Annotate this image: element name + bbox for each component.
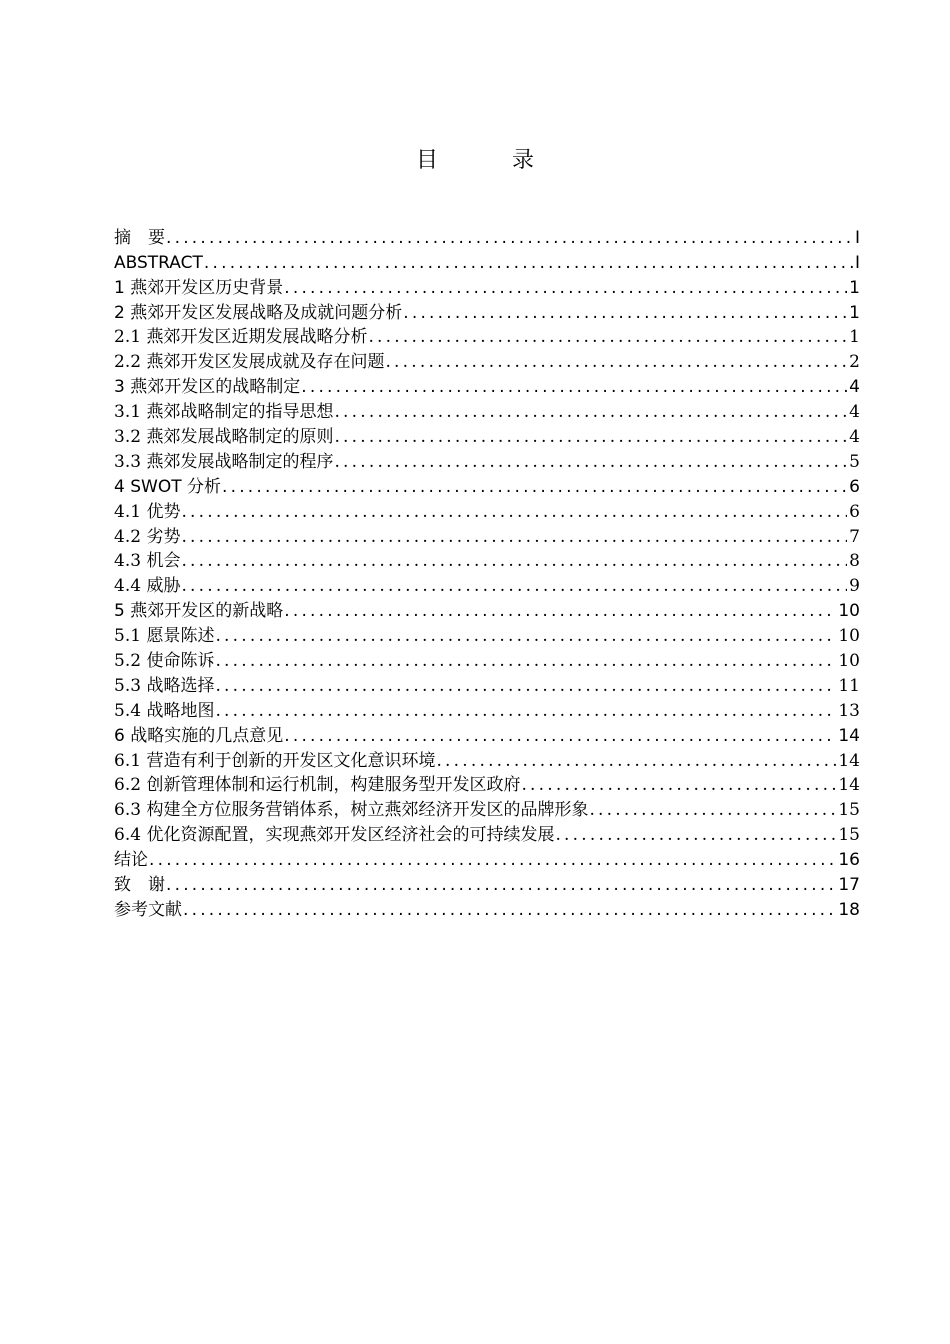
toc-entry[interactable]	[114, 896, 860, 921]
toc-entry[interactable]	[114, 498, 860, 523]
dot-leader	[333, 426, 847, 448]
toc-entry[interactable]	[114, 846, 860, 871]
toc-entry[interactable]	[114, 398, 860, 423]
toc-entry[interactable]	[114, 772, 860, 797]
toc-entry-label: 6.4 优化资源配置，实现燕郊开发区经济社会的可持续发展	[114, 825, 555, 846]
toc-entry-label: 3 燕郊开发区的战略制定	[114, 377, 301, 398]
toc-entry-page-number: 10	[838, 601, 860, 622]
dot-leader	[180, 550, 847, 572]
dot-leader	[165, 874, 836, 896]
dot-leader	[214, 700, 836, 722]
toc-entry-label: 5.4 战略地图	[114, 700, 215, 721]
toc-entry-page-number: 6	[849, 501, 860, 522]
toc-entry-label: 6 战略实施的几点意见	[114, 725, 284, 746]
toc-entry-label: 5.3 战略选择	[114, 675, 215, 696]
toc-entry-label: 2.1 燕郊开发区近期发展战略分析	[114, 327, 368, 348]
toc-entry-page-number: 10	[838, 651, 860, 672]
dot-leader	[554, 824, 836, 846]
dot-leader	[520, 774, 836, 796]
dot-leader	[402, 302, 847, 324]
toc-entry-page-number: 18	[838, 899, 860, 920]
toc-entry-label: 4.3 机会	[114, 551, 181, 572]
toc-entry[interactable]	[114, 548, 860, 573]
toc-entry-page-number: 15	[838, 825, 860, 846]
toc-entry-label: 3.2 燕郊发展战略制定的原则	[114, 427, 334, 448]
toc-entry-label: 5.1 愿景陈述	[114, 626, 215, 647]
dot-leader	[367, 326, 847, 348]
toc-entry-page-number: 14	[838, 775, 860, 796]
toc-entry[interactable]	[114, 871, 860, 896]
toc-entry[interactable]	[114, 224, 860, 249]
toc-entry-page-number: 17	[838, 875, 860, 896]
toc-entry[interactable]	[114, 324, 860, 349]
dot-leader	[180, 575, 847, 597]
toc-entry-label: 6.2 创新管理体制和运行机制，构建服务型开发区政府	[114, 775, 521, 796]
dot-leader	[283, 600, 836, 622]
toc-entry[interactable]	[114, 722, 860, 747]
dot-leader	[214, 625, 836, 647]
toc-entry-label: 2.2 燕郊开发区发展成就及存在问题	[114, 352, 385, 373]
toc-entry-label: 6.1 营造有利于创新的开发区文化意识环境	[114, 750, 436, 771]
toc-entry[interactable]	[114, 697, 860, 722]
toc-entry-page-number: 8	[849, 551, 860, 572]
toc-entry[interactable]	[114, 274, 860, 299]
dot-leader	[333, 401, 847, 423]
dot-leader	[435, 750, 836, 772]
dot-leader	[182, 899, 836, 921]
dot-leader	[214, 650, 836, 672]
dot-leader	[283, 277, 847, 299]
toc-entry[interactable]	[114, 373, 860, 398]
toc-entry[interactable]	[114, 448, 860, 473]
toc-entry-page-number: 6	[849, 476, 860, 497]
toc-entry[interactable]	[114, 423, 860, 448]
toc-entry-page-number: 2	[849, 352, 860, 373]
toc-entry[interactable]	[114, 672, 860, 697]
toc-entry-page-number: 10	[838, 626, 860, 647]
dot-leader	[203, 252, 853, 274]
dot-leader	[300, 376, 847, 398]
toc-entry[interactable]	[114, 647, 860, 672]
toc-entry-label: 结论	[114, 850, 148, 871]
toc-entry-page-number: 4	[849, 427, 860, 448]
toc-entry-page-number: 16	[838, 850, 860, 871]
dot-leader	[384, 351, 847, 373]
toc-entry[interactable]	[114, 597, 860, 622]
toc-entry-page-number: I	[854, 227, 860, 248]
toc-entry[interactable]	[114, 572, 860, 597]
toc-entry-page-number: 13	[838, 700, 860, 721]
toc-entry-label: 3.1 燕郊战略制定的指导思想	[114, 402, 334, 423]
dot-leader	[333, 451, 847, 473]
toc-entry-page-number: 15	[838, 800, 860, 821]
toc-entry-page-number: 5	[849, 451, 860, 472]
toc-entry-page-number: 4	[849, 402, 860, 423]
toc-entry-label: 6.3 构建全方位服务营销体系，树立燕郊经济开发区的品牌形象	[114, 800, 589, 821]
toc-entry-page-number: I	[854, 252, 860, 273]
toc-entry[interactable]	[114, 821, 860, 846]
toc-entry-page-number: 11	[838, 675, 860, 696]
table-of-contents	[114, 224, 860, 921]
toc-entry[interactable]	[114, 796, 860, 821]
toc-entry-label: 1 燕郊开发区历史背景	[114, 277, 284, 298]
toc-entry-page-number: 14	[838, 725, 860, 746]
toc-entry-label: 致 谢	[114, 875, 165, 896]
toc-entry[interactable]	[114, 622, 860, 647]
dot-leader	[148, 849, 836, 871]
toc-entry-label: 2 燕郊开发区发展战略及成就问题分析	[114, 302, 403, 323]
toc-entry[interactable]	[114, 249, 860, 274]
dot-leader	[180, 526, 847, 548]
toc-entry-page-number: 7	[849, 526, 860, 547]
toc-entry-label: ABSTRACT	[114, 252, 203, 273]
toc-entry-page-number: 1	[849, 302, 860, 323]
dot-leader	[221, 476, 847, 498]
toc-entry-label: 摘 要	[114, 227, 165, 248]
toc-title: 目 录	[415, 148, 560, 173]
dot-leader	[165, 227, 853, 249]
dot-leader	[214, 675, 836, 697]
toc-entry-page-number: 1	[849, 277, 860, 298]
toc-entry-label: 参考文献	[114, 899, 182, 920]
dot-leader	[180, 501, 847, 523]
toc-entry-page-number: 14	[838, 750, 860, 771]
toc-entry[interactable]	[114, 348, 860, 373]
toc-entry[interactable]	[114, 473, 860, 498]
toc-entry-label: 5 燕郊开发区的新战略	[114, 601, 284, 622]
dot-leader	[588, 799, 836, 821]
toc-entry-page-number: 4	[849, 377, 860, 398]
toc-entry[interactable]	[114, 747, 860, 772]
toc-entry-label: 5.2 使命陈诉	[114, 651, 215, 672]
toc-entry-label: 4.1 优势	[114, 501, 181, 522]
toc-entry-page-number: 1	[849, 327, 860, 348]
toc-entry[interactable]	[114, 523, 860, 548]
dot-leader	[283, 725, 836, 747]
toc-entry-label: 4.2 劣势	[114, 526, 181, 547]
toc-entry-page-number: 9	[849, 576, 860, 597]
toc-entry-label: 3.3 燕郊发展战略制定的程序	[114, 451, 334, 472]
toc-entry-label: 4.4 威胁	[114, 576, 181, 597]
toc-entry-label: 4 SWOT 分析	[114, 476, 221, 497]
toc-entry[interactable]	[114, 299, 860, 324]
